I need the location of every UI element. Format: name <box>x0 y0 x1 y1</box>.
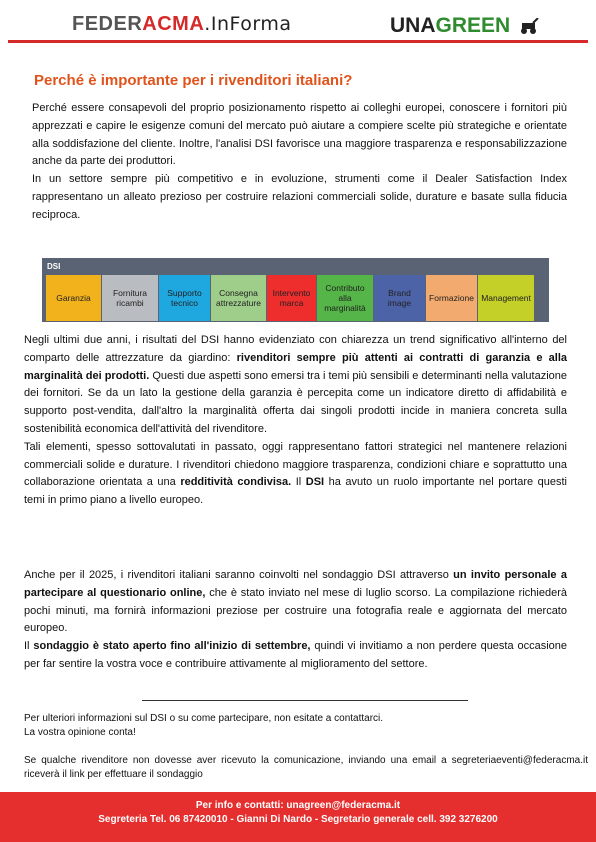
dsi-box-5: Intervento marca <box>267 275 316 321</box>
dsi-box-8: Formazione <box>426 275 477 321</box>
dsi-box-3: Supporto tecnico <box>159 275 210 321</box>
dsi-label: DSI <box>47 262 61 271</box>
dsi-box-4: Consegna attrezzature <box>211 275 266 321</box>
footer <box>0 792 596 842</box>
personal-invite: un invito personale a partecipare al questionario online, <box>24 569 567 599</box>
section-title: Perché è importante per i rivenditori italiani? <box>34 72 353 89</box>
contact-note: Per ulteriori informazioni sul DSI o su come partecipare, non esitate a contattarci. La vostra opinione conta! <box>24 713 384 738</box>
dsi-box-7: Brand image <box>374 275 425 321</box>
dsi-categories-graphic <box>40 250 551 327</box>
email-note: Se qualche rivenditore non dovesse aver ricevuto la comunicazione, inviando una email a segreteriaeventi@federacma.it riceverà il link per effettuare il sondaggio <box>24 755 588 780</box>
dsi-box-1: Garanzia <box>46 275 101 321</box>
survey-deadline: sondaggio è stato aperto fino all'inizio di settembre, <box>33 640 311 653</box>
section-divider <box>142 700 468 701</box>
federacma-informa-logo: FEDERACMA.InForma <box>72 13 292 35</box>
unagreen-logo: UNAGREEN <box>390 14 540 38</box>
lawn-mower-icon <box>518 18 540 34</box>
intro-paragraph: Perché essere consapevoli del proprio posizionamento rispetto ai colleghi europei, conoscere i fornitori più apprezzati e capire le esigenze comuni del mercato può aiutare a compiere scelte più strategiche e orientate alla soddisfazione del cliente. Inoltre, l'analisi DSI favorisce una maggiore trasparenza e responsabilizzazione anche da parte dei produttori. In un settore sempre più competitivo e in evoluzione, strumenti come il Dealer Satisfaction Index rappresentano un alleato prezioso per costruire relazioni commerciali solide, durature e basate sulla fiducia reciproca. <box>32 102 567 221</box>
results-paragraph: Negli ultimi due anni, i risultati del DSI hanno evidenziato con chiarezza un trend significativo all'interno del comparto delle attrezzature da giardino: rivenditori sempre più attenti ai contratti di garanzia e alla marginalità dei prodotti. Questi due aspetti sono emersi tra i temi più sensibili e determinanti nella valutazione dei fornitori. Se da un lato la gestione della garanzia è percepita come un indicatore diretto di affidabilità e supporto post-vendita, dall'altro la marginalità offerta dai singoli prodotti incide in maniera concreta sulla sostenibilità economica dell'attività del rivenditore. Tali elementi, spesso sottovalutati in passato, oggi rappresentano fattori strategici nel mantenere relazioni commerciali solide e durature. I rivenditori chiedono maggiore trasparenza, condizioni chiare e soprattutto una collaborazione orientata a una redditività condivisa. Il DSI ha avuto un ruolo importante nel portare questi temi in primo piano a livello europeo. <box>24 334 568 507</box>
dsi-box-9: Management <box>478 275 534 321</box>
survey-paragraph: Anche per il 2025, i rivenditori italiani saranno coinvolti nel sondaggio DSI attraverso un invito personale a partecipare al questionario online, che è stato inviato nel mese di luglio scorso. La compilazione richiederà pochi minuti, ma fornirà informazioni preziose per costruire una fotografia reale e aggiornata del mercato europeo. Il sondaggio è stato aperto fino all'inizio di settembre, quindi vi invitiamo a non perdere questa occasione per far sentire la vostra voce e contribuire attivamente al miglioramento del settore. <box>24 569 567 670</box>
dsi-box-2: Fornitura ricambi <box>102 275 158 321</box>
header <box>0 0 596 40</box>
dsi-box-6: Contributo alla marginalità <box>317 275 373 321</box>
shared-profitability: redditività condivisa. <box>180 476 292 489</box>
header-divider <box>8 40 588 43</box>
footer-secretariat: Segreteria Tel. 06 87420010 - Gianni Di Nardo - Segretario generale cell. 392 3276200 <box>98 814 498 825</box>
footer-contact: Per info e contatti: unagreen@federacma.it <box>195 800 401 811</box>
key-finding: rivenditori sempre più attenti ai contratti di garanzia e alla marginalità dei prodotti. <box>24 351 567 382</box>
